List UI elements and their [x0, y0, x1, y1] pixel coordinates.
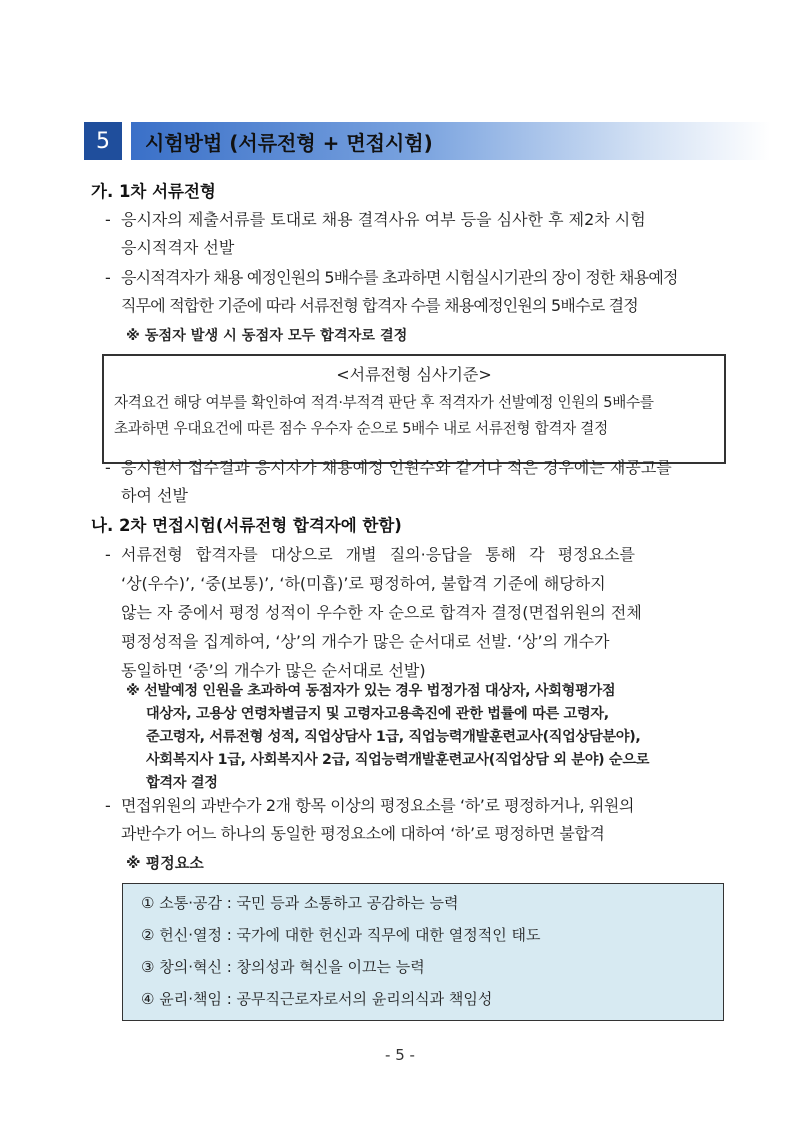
eval-item: ④ 윤리·책임 : 공무직근로자로서의 윤리의식과 책임성 — [141, 990, 493, 1008]
line: 사회복지사 1급, 사회복지사 2급, 직업능력개발훈련교사(직업상담 외 분야) 순으로 — [146, 752, 650, 768]
evaluation-factors-box — [122, 883, 724, 1021]
part-a-heading: 가. 1차 서류전형 — [91, 182, 216, 201]
page-number: - 5 - — [385, 1046, 415, 1064]
criteria-box — [102, 354, 726, 464]
line: 준고령자, 서류전형 성적, 직업상담사 1급, 직업능력개발훈련교사(직업상담분야), — [146, 729, 641, 745]
part-b-note — [126, 680, 649, 795]
line: ‘상(우수)’, ‘중(보통)’, ‘하(미흡)’로 평정하여, 불합격 기준에 해당하지 — [121, 574, 606, 593]
line: 면접위원의 과반수가 2개 항목 이상의 평정요소를 ‘하’로 평정하거나, 위원의 — [121, 796, 635, 815]
line: 응시자의 제출서류를 토대로 채용 결격사유 여부 등을 심사한 후 제2차 시험 — [121, 210, 646, 229]
part-b-bullet-1 — [105, 540, 642, 685]
line: 자격요건 해당 여부를 확인하여 적격·부적격 판단 후 적격자가 선발예정 인원의 5배수를 — [114, 394, 654, 411]
line: 동일하면 ‘중’의 개수가 많은 순서대로 선발) — [121, 661, 426, 680]
eval-item: ① 소통·공감 : 국민 등과 소통하고 공감하는 능력 — [141, 894, 459, 912]
line: 서류전형 합격자를 대상으로 개별 질의·응답을 통해 각 평정요소를 — [121, 545, 636, 564]
part-a-bullet-1 — [105, 206, 646, 262]
line: 과반수가 어느 하나의 동일한 평정요소에 대하여 ‘하’로 평정하면 불합격 — [121, 824, 605, 843]
line: 응시적격자가 채용 예정인원의 5배수를 초과하면 시험실시기관의 장이 정한 채용예정 — [121, 268, 678, 287]
section-number: 5 — [84, 122, 122, 160]
part-a-note: ※ 동점자 발생 시 동점자 모두 합격자로 결정 — [126, 328, 408, 344]
part-b-bullet-2 — [105, 792, 635, 848]
bullet-dash: - — [105, 545, 111, 564]
bullet-dash: - — [105, 268, 110, 287]
section-title: 시험방법 (서류전형 + 면접시험) — [131, 122, 771, 160]
line: 합격자 결정 — [146, 775, 218, 791]
part-a-bullet-3 — [105, 454, 672, 510]
line: 평정성적을 집계하여, ‘상’의 개수가 많은 순서대로 선발. ‘상’의 개수가 — [121, 632, 610, 651]
part-a-bullet-2 — [105, 264, 678, 320]
line: 응시원서 접수결과 응시자가 채용예정 인원수와 같거나 적은 경우에는 재공고를 — [121, 458, 672, 477]
line: 초과하면 우대요건에 따른 점수 우수자 순으로 5배수 내로 서류전형 합격자 결정 — [114, 420, 608, 437]
bullet-dash: - — [105, 458, 111, 477]
bullet-dash: - — [105, 210, 111, 229]
eval-item: ② 헌신·열정 : 국가에 대한 헌신과 직무에 대한 열정적인 태도 — [141, 926, 541, 944]
line: 대상자, 고용상 연령차별금지 및 고령자고용촉진에 관한 법률에 따른 고령자, — [146, 706, 609, 722]
line: 응시적격자 선발 — [121, 238, 235, 257]
line: 않는 자 중에서 평정 성적이 우수한 자 순으로 합격자 결정(면접위원의 전체 — [121, 603, 642, 622]
criteria-box-body — [114, 390, 654, 442]
line: ※ 선발예정 인원을 초과하여 동점자가 있는 경우 법정가점 대상자, 사회형평가점 — [126, 683, 616, 699]
eval-heading: ※ 평정요소 — [126, 854, 204, 872]
line: 직무에 적합한 기준에 따라 서류전형 합격자 수를 채용예정인원의 5배수로 결정 — [121, 296, 638, 315]
eval-item: ③ 창의·혁신 : 창의성과 혁신을 이끄는 능력 — [141, 958, 425, 976]
bullet-dash: - — [105, 796, 111, 815]
line: 하여 선발 — [121, 486, 188, 505]
part-b-heading: 나. 2차 면접시험(서류전형 합격자에 한함) — [91, 516, 402, 535]
criteria-box-title: <서류전형 심사기준> — [336, 365, 492, 384]
